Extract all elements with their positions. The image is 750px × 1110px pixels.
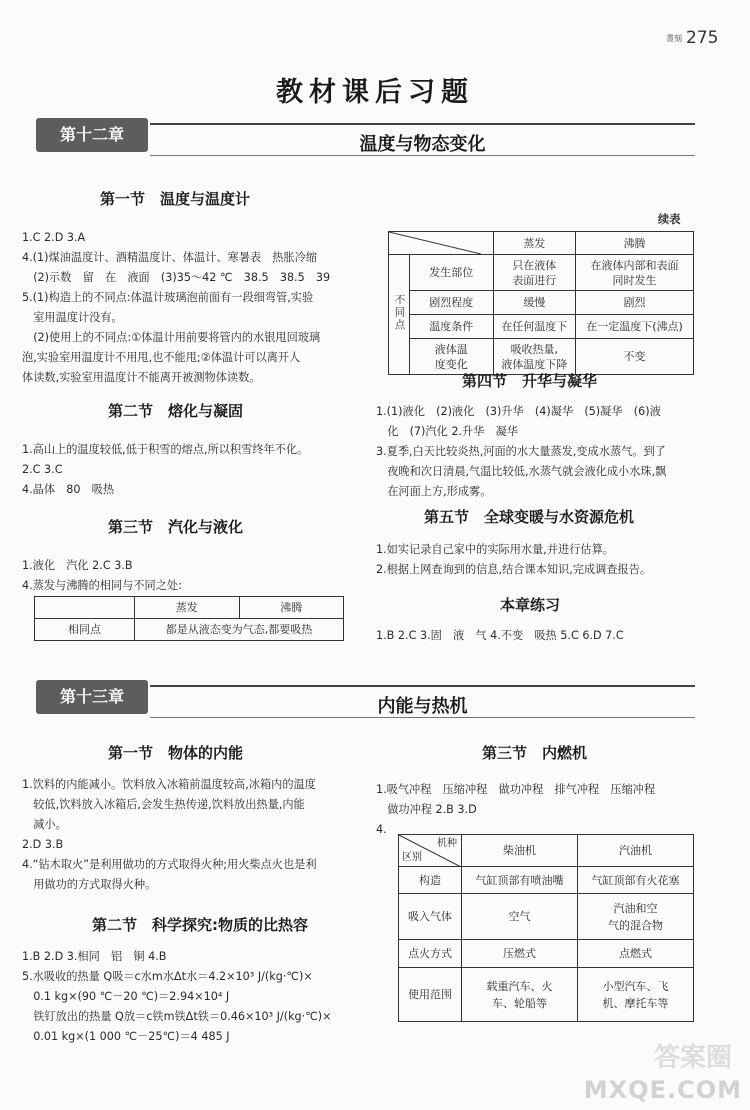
table-cell: 吸收热量, 液体温度下降 — [493, 339, 575, 375]
answer-line: (2)示数 留 在 液面 (3)35～42 ℃ 38.5 38.5 39 — [22, 271, 331, 284]
answer-line: 5.水吸收的热量 Q吸＝c水m水Δt水＝4.2×10³ J/(kg·℃)× — [22, 970, 313, 983]
table-header: 柴油机 — [462, 835, 578, 867]
answer-line: 1.C 2.D 3.A — [22, 231, 86, 244]
answer-line: 4.晶体 80 吸热 — [22, 483, 115, 496]
table-cell: 在任何温度下 — [493, 315, 575, 339]
table-cell: 只在液体 表面进行 — [493, 255, 575, 291]
diagonal-line — [389, 232, 481, 254]
table-cell: 剧烈 — [576, 291, 694, 315]
table-header: 蒸发 — [493, 232, 575, 255]
section-13-2-answers — [22, 947, 332, 1047]
table-header: 汽油机 — [578, 835, 694, 867]
answer-line: 1.B 2.D 3.相同 铝 铜 4.B — [22, 950, 167, 963]
table-row-label: 点火方式 — [399, 940, 462, 968]
answer-line: 1.(1)液化 (2)液化 (3)升华 (4)凝华 (5)凝华 (6)液 — [376, 405, 661, 418]
answer-line: 用做功的方式取得火种。 — [22, 878, 157, 891]
answer-line: 2.根据上网查询到的信息,结合课本知识,完成调查报告。 — [376, 563, 652, 576]
answer-line: 体读数,实验室用温度计不能离开被测物体读数。 — [22, 371, 261, 384]
section-12-3-title: 第三节 汽化与液化 — [108, 518, 244, 536]
answer-line: 化 (7)汽化 2.升华 凝华 — [376, 425, 518, 438]
section-13-1-answers — [22, 775, 317, 895]
chapter-review-answers — [376, 626, 624, 646]
answer-line: 在河面上方,形成雾。 — [376, 485, 492, 498]
answer-line: 1.如实记录自己家中的实际用水量,并进行估算。 — [376, 543, 614, 556]
watermark: MXQE.COM — [583, 1076, 742, 1104]
answer-line: (2)使用上的不同点:①体温计用前要将管内的水银甩回玻璃 — [22, 331, 321, 344]
section-12-1-title: 第一节 温度与温度计 — [100, 190, 251, 208]
engine-comparison-table — [398, 834, 694, 1022]
table-cell: 载重汽车、火 车、轮船等 — [462, 968, 578, 1022]
chapter-13-title: 内能与热机 — [377, 696, 468, 717]
section-12-3-answers — [22, 556, 182, 596]
table-header: 沸腾 — [239, 597, 344, 619]
table-cell: 气缸顶部有火花塞 — [578, 867, 694, 894]
answer-line: 1.吸气冲程 压缩冲程 做功冲程 排气冲程 压缩冲程 — [376, 783, 656, 796]
section-13-2-title: 第二节 科学探究:物质的比热容 — [92, 916, 309, 934]
table-cell: 气缸顶部有喷油嘴 — [462, 867, 578, 894]
answer-line: 铁钉放出的热量 Q放＝c铁m铁Δt铁＝0.46×10³ J/(kg·℃)× — [22, 1010, 332, 1023]
answer-line: 减小。 — [22, 818, 67, 831]
table-cell: 小型汽车、飞 机、摩托车等 — [578, 968, 694, 1022]
continued-comparison-table — [388, 231, 694, 375]
answer-line: 1.液化 汽化 2.C 3.B — [22, 559, 133, 572]
answer-line: 较低,饮料放入冰箱后,会发生热传递,饮料放出热量,内能 — [22, 798, 305, 811]
section-12-4-answers — [376, 402, 666, 502]
table-row-label: 温度条件 — [410, 315, 494, 339]
section-12-4-title: 第四节 升华与凝华 — [462, 372, 598, 390]
answer-line: 室用温度计没有。 — [22, 311, 123, 324]
table-corner — [399, 835, 462, 867]
chapter-review-title: 本章练习 — [500, 596, 561, 614]
table-cell: 空气 — [462, 894, 578, 940]
answer-line: 0.1 kg×(90 ℃－20 ℃)＝2.94×10⁴ J — [22, 990, 230, 1003]
section-13-1-title: 第一节 物体的内能 — [108, 744, 244, 762]
table-row-label: 相同点 — [35, 619, 135, 641]
answer-line: 1.高山上的温度较低,低于积雪的熔点,所以积雪终年不化。 — [22, 443, 309, 456]
table-header: 蒸发 — [135, 597, 240, 619]
page-number-prefix: 書刻 — [666, 33, 682, 43]
table-header: 沸腾 — [576, 232, 694, 255]
chapter-13-label: 第十三章 — [36, 680, 148, 714]
answer-line: 夜晚和次日清晨,气温比较低,水蒸气就会液化成小水珠,飘 — [376, 465, 667, 478]
table-row-label: 液体温 度变化 — [410, 339, 494, 375]
section-13-3-title: 第三节 内燃机 — [482, 744, 588, 762]
table-corner — [35, 597, 135, 619]
section-12-1-answers — [22, 228, 330, 388]
section-13-3-answers — [376, 780, 655, 840]
page-number — [666, 28, 718, 48]
table-cell: 不变 — [576, 339, 694, 375]
answer-line: 4.“钻木取火”是利用做功的方式取得火种;用火柴点火也是利 — [22, 858, 317, 871]
table-cell: 都是从液态变为气态,都要吸热 — [135, 619, 344, 641]
table-cell: 在一定温度下(沸点) — [576, 315, 694, 339]
table-row-label: 发生部位 — [410, 255, 494, 291]
table-row-label: 使用范围 — [399, 968, 462, 1022]
answer-line: 2.C 3.C — [22, 463, 63, 476]
table-cell: 汽油和空 气的混合物 — [578, 894, 694, 940]
table-group-label: 不同点 — [389, 255, 410, 375]
answer-line: 4. — [376, 823, 387, 836]
answer-line: 3.夏季,白天比较炎热,河面的水大量蒸发,变成水蒸气。到了 — [376, 445, 666, 458]
section-12-2-title: 第二节 熔化与凝固 — [108, 402, 244, 420]
table-cell: 点燃式 — [578, 940, 694, 968]
evaporation-boiling-table — [34, 596, 344, 641]
page-number-value: 275 — [686, 28, 719, 48]
chapter-12-top-rule — [150, 123, 695, 125]
answer-line: 5.(1)构造上的不同点:体温计玻璃泡前面有一段细弯管,实验 — [22, 291, 314, 304]
chapter-13-top-rule — [150, 685, 695, 687]
answer-line: 泡,实验室用温度计不用甩,也不能甩;②体温计可以离开人 — [22, 351, 301, 364]
page-title: 教材课后习题 — [276, 77, 474, 108]
section-12-5-answers — [376, 540, 651, 580]
table-row-label: 剧烈程度 — [410, 291, 494, 315]
answer-line: 0.01 kg×(1 000 ℃－25℃)＝4 485 J — [22, 1030, 230, 1043]
table-row-label: 吸入气体 — [399, 894, 462, 940]
diag-label-bottom: 区别 — [402, 852, 422, 863]
table-cell: 压燃式 — [462, 940, 578, 968]
section-12-5-title: 第五节 全球变暖与水资源危机 — [424, 508, 635, 526]
table-row-label: 构造 — [399, 867, 462, 894]
answer-line: 做功冲程 2.B 3.D — [376, 803, 477, 816]
table-cell: 缓慢 — [493, 291, 575, 315]
table-cell: 在液体内部和表面 同时发生 — [576, 255, 694, 291]
answer-line: 1.饮料的内能减小。饮料放入冰箱前温度较高,冰箱内的温度 — [22, 778, 316, 791]
answer-line: 4.蒸发与沸腾的相同与不同之处: — [22, 579, 182, 592]
chapter-12-label: 第十二章 — [36, 118, 148, 152]
watermark-logo-text: 答案圈 — [653, 1043, 732, 1073]
chapter-12-title: 温度与物态变化 — [359, 134, 486, 155]
answer-line: 1.B 2.C 3.固 液 气 4.不变 吸热 5.C 6.D 7.C — [376, 629, 624, 642]
answer-line: 4.(1)煤油温度计、酒精温度计、体温计、寒暑表 热胀冷缩 — [22, 251, 318, 264]
diag-label-top: 机种 — [437, 838, 457, 849]
table-corner — [389, 232, 494, 255]
answer-line: 2.D 3.B — [22, 838, 64, 851]
section-12-2-answers — [22, 440, 308, 500]
continued-table-label: 续表 — [658, 213, 681, 226]
